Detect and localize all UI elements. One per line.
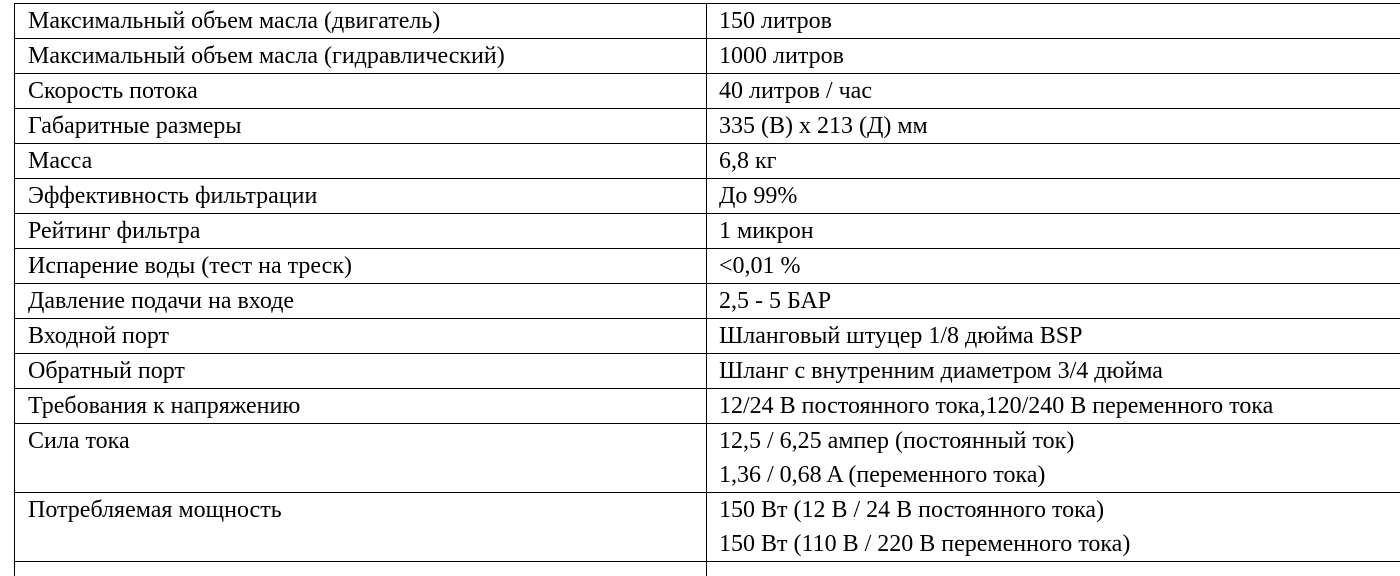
value-cell: Шланг с внутренним диаметром 3/4 дюйма [707, 354, 1400, 389]
value-cell: 1000 литров [707, 39, 1400, 74]
param-cell: Эффективность фильтрации [15, 179, 707, 214]
value-cell: 40 литров / час [707, 74, 1400, 109]
param-cell: Максимальный объем масла (двигатель) [15, 4, 707, 39]
param-cell: Испарение воды (тест на треск) [15, 249, 707, 284]
value-cell: 2,5 - 5 БАР [707, 284, 1400, 319]
param-cell-empty [15, 562, 707, 576]
value-cell: 1 микрон [707, 214, 1400, 249]
spec-sheet [14, 3, 1392, 576]
value-cell: 12/24 В постоянного тока,120/240 В переменного тока [707, 389, 1400, 424]
table-row [15, 109, 1400, 144]
table-row [15, 179, 1400, 214]
value-cell: 335 (В) x 213 (Д) мм [707, 109, 1400, 144]
spec-table-body [15, 4, 1400, 576]
param-cell: Масса [15, 144, 707, 179]
value-line: 12,5 / 6,25 ампер (постоянный ток) [719, 424, 1400, 458]
table-row [15, 389, 1400, 424]
param-cell: Габаритные размеры [15, 109, 707, 144]
table-row [15, 424, 1400, 493]
table-row [15, 493, 1400, 562]
table-row [15, 74, 1400, 109]
param-cell: Требования к напряжению [15, 389, 707, 424]
table-row [15, 214, 1400, 249]
value-cell: До 99% [707, 179, 1400, 214]
param-cell: Обратный порт [15, 354, 707, 389]
param-cell: Давление подачи на входе [15, 284, 707, 319]
param-cell: Рейтинг фильтра [15, 214, 707, 249]
table-row [15, 284, 1400, 319]
table-row [15, 4, 1400, 39]
param-cell: Скорость потока [15, 74, 707, 109]
value-cell [707, 424, 1400, 493]
table-row [15, 249, 1400, 284]
value-line: 1,36 / 0,68 A (переменного тока) [719, 458, 1400, 492]
value-cell: 150 литров [707, 4, 1400, 39]
table-row [15, 319, 1400, 354]
value-cell [707, 493, 1400, 562]
value-line: 150 Вт (110 В / 220 В переменного тока) [719, 527, 1400, 561]
table-row [15, 354, 1400, 389]
value-cell: <0,01 % [707, 249, 1400, 284]
table-row [15, 39, 1400, 74]
param-cell: Входной порт [15, 319, 707, 354]
specifications-table [14, 3, 1400, 576]
value-cell: Шланговый штуцер 1/8 дюйма BSP [707, 319, 1400, 354]
table-row-cut-off [15, 562, 1400, 576]
value-line: 150 Вт (12 В / 24 В постоянного тока) [719, 493, 1400, 527]
param-cell: Максимальный объем масла (гидравлический) [15, 39, 707, 74]
value-cell-empty [707, 562, 1400, 576]
param-cell: Сила тока [15, 424, 707, 493]
param-cell: Потребляемая мощность [15, 493, 707, 562]
value-cell: 6,8 кг [707, 144, 1400, 179]
table-row [15, 144, 1400, 179]
